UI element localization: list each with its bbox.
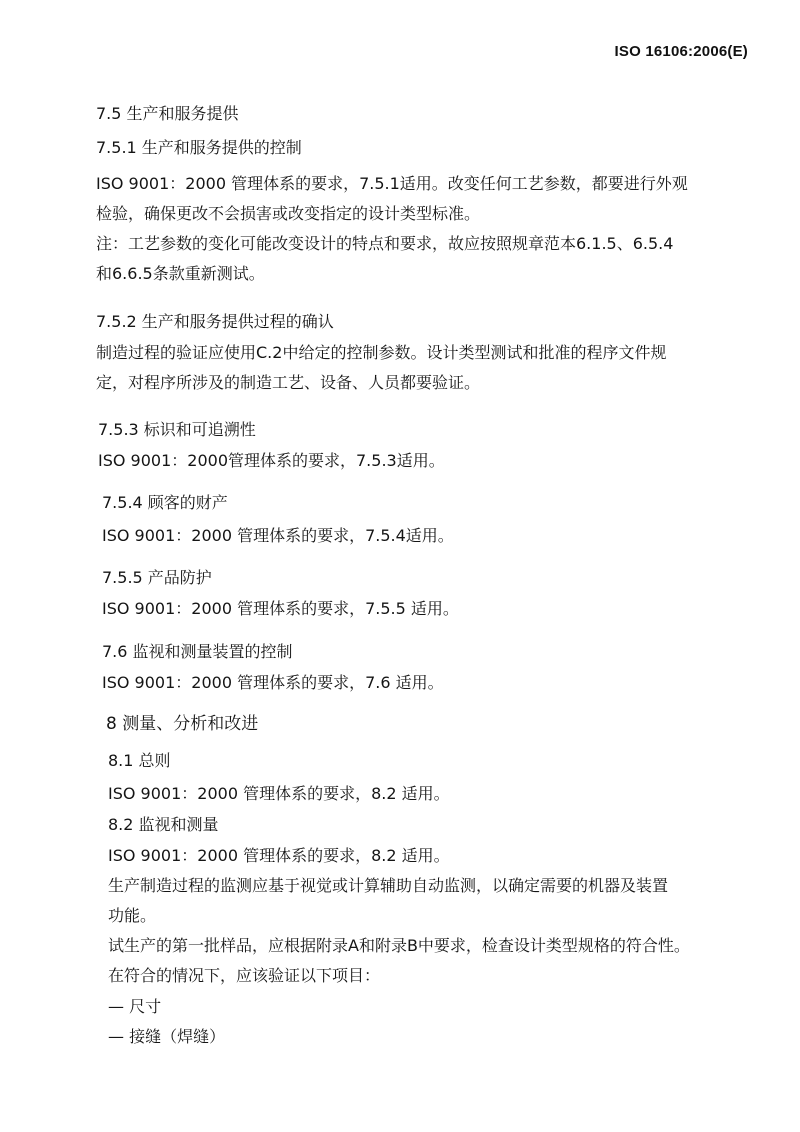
section-7-5-5-paragraph: ISO 9001：2000 管理体系的要求，7.5.5 适用。 xyxy=(102,599,459,618)
section-7-6-heading: 7.6 监视和测量装置的控制 xyxy=(102,642,293,661)
section-8-2-paragraph-line-5: 在符合的情况下，应该验证以下项目： xyxy=(108,966,381,985)
section-7-5-heading: 7.5 生产和服务提供 xyxy=(96,104,239,123)
section-7-5-2-paragraph-line-1: 制造过程的验证应使用C.2中给定的控制参数。设计类型测试和批准的程序文件规 xyxy=(96,343,667,362)
section-7-5-1-note-line-2: 和6.6.5条款重新测试。 xyxy=(96,264,265,283)
section-7-6-paragraph: ISO 9001：2000 管理体系的要求，7.6 适用。 xyxy=(102,673,444,692)
section-8-1-paragraph: ISO 9001：2000 管理体系的要求，8.2 适用。 xyxy=(108,784,450,803)
section-7-5-1-paragraph-line-2: 检验，确保更改不会损害或改变指定的设计类型标准。 xyxy=(96,204,481,223)
section-8-2-list-item-seams: — 接缝（焊缝） xyxy=(108,1027,226,1046)
section-7-5-1-heading: 7.5.1 生产和服务提供的控制 xyxy=(96,138,302,157)
section-7-5-5-heading: 7.5.5 产品防护 xyxy=(102,568,212,587)
section-7-5-1-note-line-1: 注：工艺参数的变化可能改变设计的特点和要求，故应按照规章范本6.1.5、6.5.4 xyxy=(96,234,674,253)
section-8-2-paragraph-line-2: 生产制造过程的监测应基于视觉或计算辅助自动监测，以确定需要的机器及装置 xyxy=(108,876,669,895)
section-8-heading: 8 测量、分析和改进 xyxy=(106,714,259,734)
section-7-5-4-heading: 7.5.4 顾客的财产 xyxy=(102,493,228,512)
section-7-5-2-paragraph-line-2: 定，对程序所涉及的制造工艺、设备、人员都要验证。 xyxy=(96,373,481,392)
section-8-2-paragraph-line-3: 功能。 xyxy=(108,906,157,925)
document-code: ISO 16106:2006(E) xyxy=(614,43,748,60)
section-7-5-2-heading: 7.5.2 生产和服务提供过程的确认 xyxy=(96,312,334,331)
section-8-2-list-item-dimensions: — 尺寸 xyxy=(108,997,162,1016)
section-7-5-1-paragraph-line-1: ISO 9001：2000 管理体系的要求，7.5.1适用。改变任何工艺参数，都要进行外观 xyxy=(96,174,688,193)
section-8-2-paragraph-line-4: 试生产的第一批样品，应根据附录A和附录B中要求，检查设计类型规格的符合性。 xyxy=(108,936,690,955)
section-7-5-3-paragraph: ISO 9001：2000管理体系的要求，7.5.3适用。 xyxy=(98,451,445,470)
section-8-1-heading: 8.1 总则 xyxy=(108,751,171,770)
section-8-2-heading: 8.2 监视和测量 xyxy=(108,815,219,834)
section-8-2-paragraph-line-1: ISO 9001：2000 管理体系的要求，8.2 适用。 xyxy=(108,846,450,865)
section-7-5-3-heading: 7.5.3 标识和可追溯性 xyxy=(98,420,256,439)
section-7-5-4-paragraph: ISO 9001：2000 管理体系的要求，7.5.4适用。 xyxy=(102,526,454,545)
